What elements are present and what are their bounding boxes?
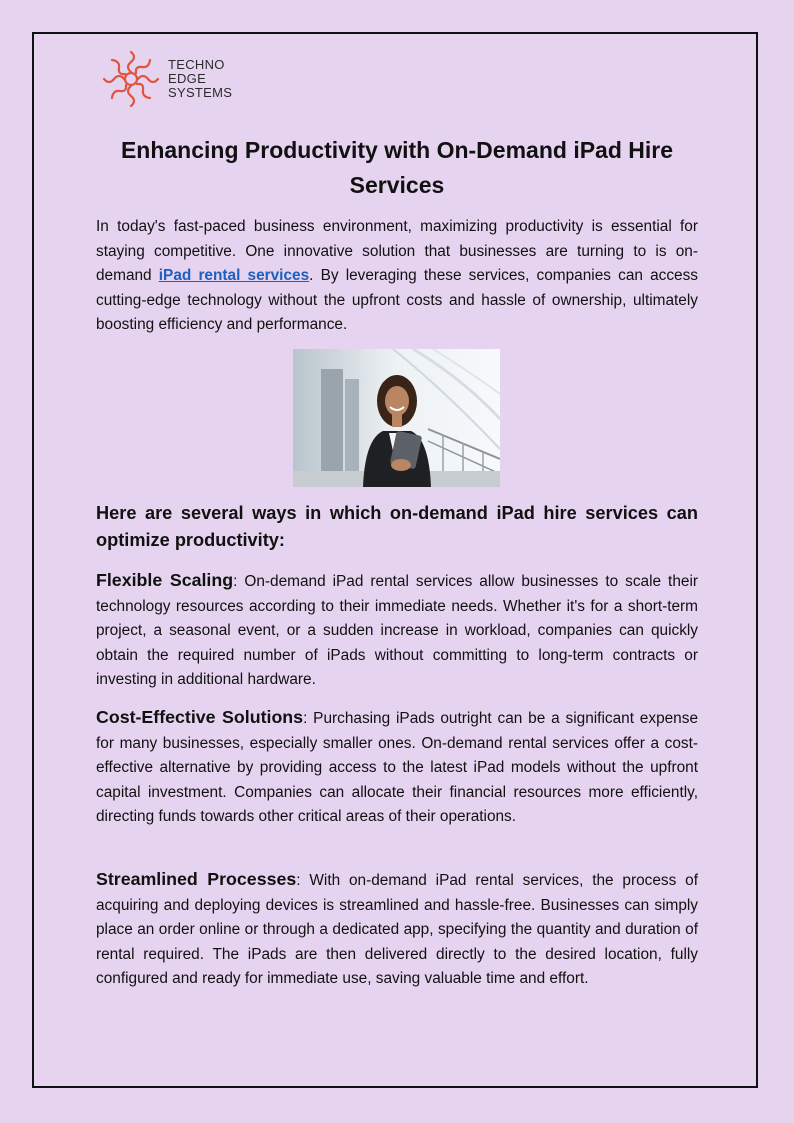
businesswoman-with-tablet-photo [293, 349, 500, 487]
point-flexible-scaling [96, 568, 698, 693]
company-logo [100, 48, 232, 110]
intro-paragraph [96, 215, 698, 338]
point-text: : Purchasing iPads outright can be a significant expense for many businesses, especially smaller ones. On-demand rental services offer a cost-effective alternative by providing access to the latest iPad models without the upfront capital investment. Companies can allocate their financial resources more efficiently, directing funds towards other critical areas of their operations. [96, 710, 698, 826]
point-streamlined-processes [96, 867, 698, 992]
page-title: Enhancing Productivity with On-Demand iPad Hire Services [120, 137, 674, 198]
intro-text-after: . By leveraging these services, companies can access cutting-edge technology without the upfront costs and hassle of ownership, ultimately boosting efficiency and performance. [96, 267, 698, 334]
logo-text-line3: SYSTEMS [168, 85, 233, 100]
logo-mark-icon [100, 48, 162, 110]
section-subheading: Here are several ways in which on-demand iPad hire services can optimize productivity: [96, 503, 698, 550]
logo-text-line2: EDGE [168, 71, 207, 86]
point-text: : On-demand iPad rental services allow businesses to scale their technology resources according to their immediate needs. Whether it's for a short-term project, a seasonal event, or a sudden increase in workload, companies can quickly obtain the required number of iPads without committing to long-term contracts or investing in additional hardware. [96, 573, 698, 689]
point-text: : With on-demand iPad rental services, the process of acquiring and deploying devices is streamlined and hassle-free. Businesses can simply place an order online or through a dedicated app, specifying the quantity and duration of rental required. The iPads are then delivered directly to the desired location, fully configured and ready for immediate use, saving valuable time and effort. [96, 872, 698, 988]
point-cost-effective-solutions [96, 705, 698, 830]
point-term: Streamlined Processes [96, 869, 297, 889]
point-term: Flexible Scaling [96, 570, 234, 590]
ipad-rental-services-link[interactable]: iPad rental services [158, 267, 310, 285]
point-term: Cost-Effective Solutions [96, 707, 304, 727]
intro-text-before: In today's fast-paced business environment, maximizing productivity is essential for staying competitive. One innovative solution that businesses are turning to is on-demand [96, 218, 698, 285]
logo-text-line1: TECHNO [168, 57, 225, 72]
